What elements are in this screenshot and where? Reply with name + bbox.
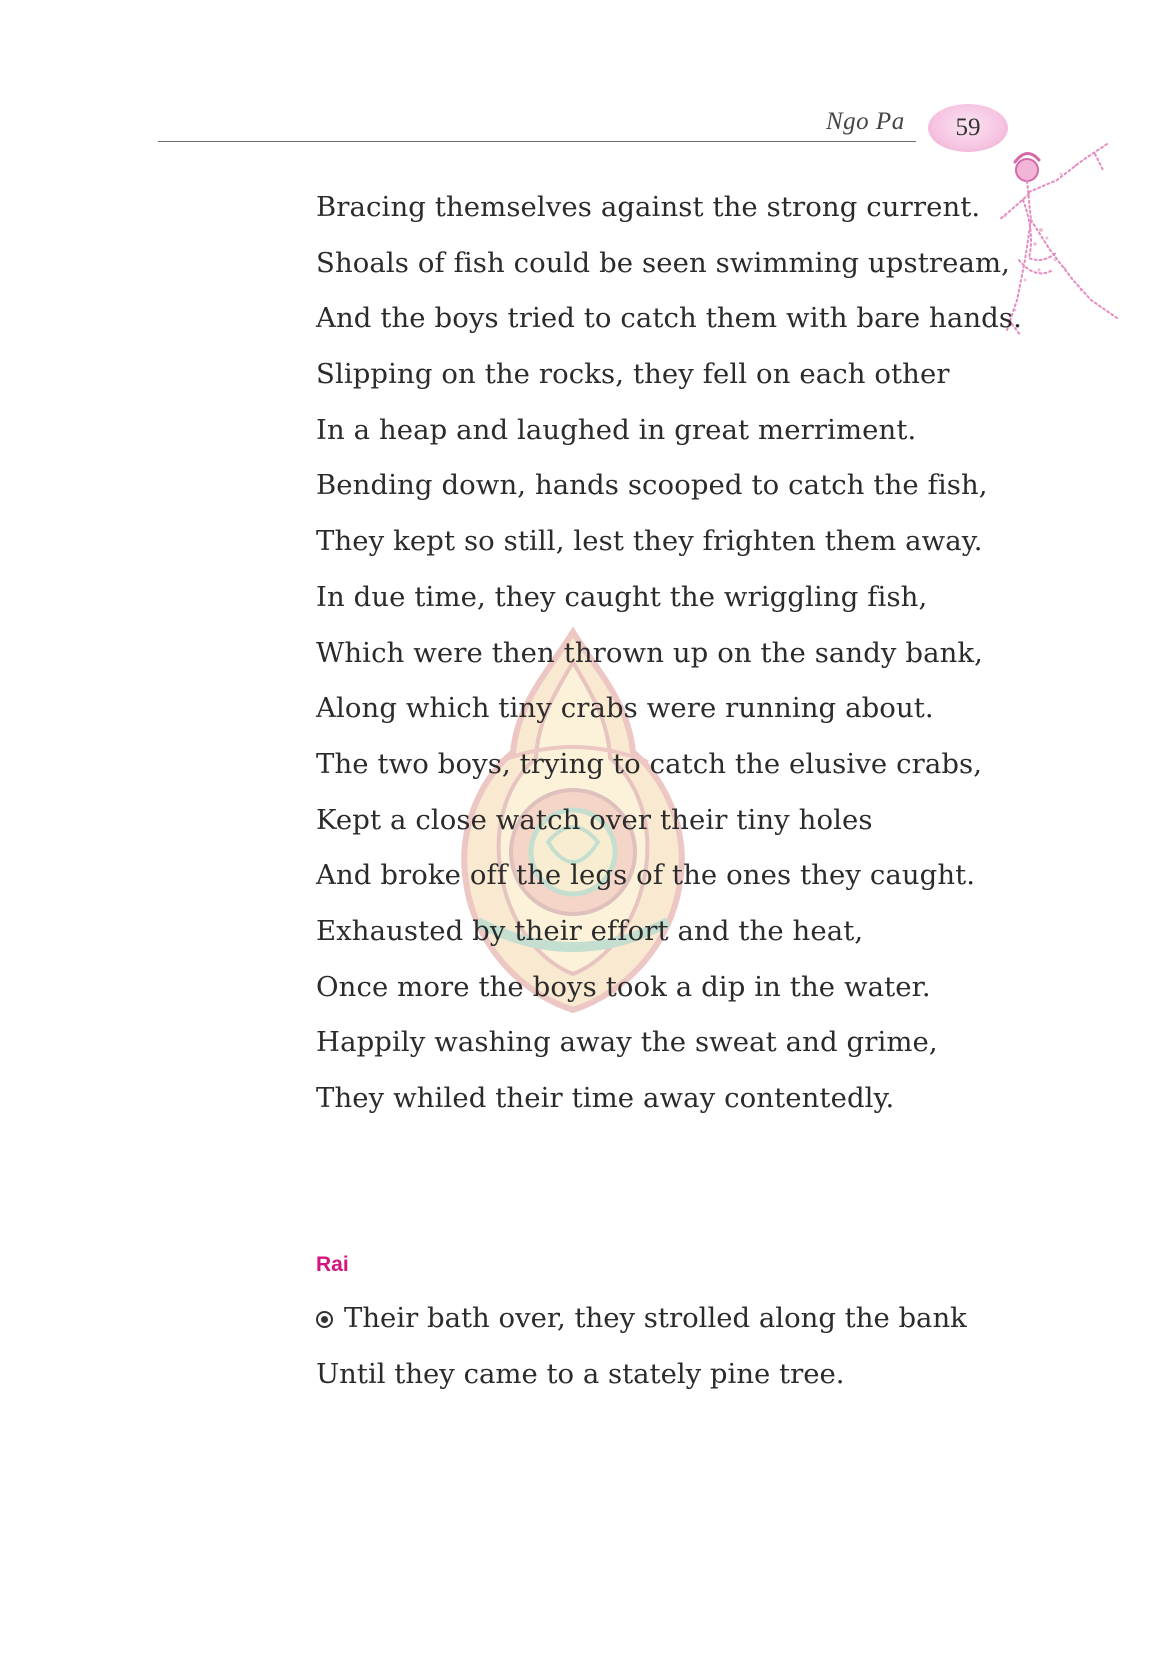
running-title: Ngo Pa (826, 108, 905, 135)
speaker-heading: Rai (316, 1253, 349, 1276)
verse-line-text: Their bath over, they strolled along the bank (344, 1302, 967, 1334)
verse-line: Kept a close watch over their tiny holes (316, 803, 873, 836)
verse-stanza-1 (316, 180, 1022, 1127)
verse-line: The two boys, trying to catch the elusive crabs, (316, 747, 983, 780)
verse-line: Slipping on the rocks, they fell on each other (316, 358, 950, 391)
verse-line: Happily washing away the sweat and grime, (316, 1026, 938, 1059)
verse-section-2 (316, 1291, 967, 1402)
verse-line: Shoals of fish could be seen swimming upstream, (316, 246, 1010, 279)
verse-line: Bending down, hands scooped to catch the fish, (316, 469, 988, 502)
header-rule (158, 141, 916, 142)
verse-line: And broke off the legs of the ones they caught. (316, 859, 976, 892)
verse-line: In due time, they caught the wriggling fish, (316, 580, 928, 613)
verse-line: Bracing themselves against the strong current. (316, 191, 981, 223)
verse-line: Exhausted by their effort and the heat, (316, 914, 864, 947)
verse-line: Until they came to a stately pine tree. (316, 1357, 845, 1390)
verse-line: Which were then thrown up on the sandy bank, (316, 636, 984, 669)
verse-line (316, 1291, 967, 1347)
verse-line: Once more the boys took a dip in the water. (316, 970, 931, 1003)
verse-line: They whiled their time away contentedly. (316, 1082, 895, 1114)
verse-line: And the boys tried to catch them with bare hands. (316, 302, 1022, 335)
circle-bullet-icon (316, 1311, 333, 1328)
page-number: 59 (955, 114, 981, 141)
verse-line: They kept so still, lest they frighten them away. (316, 525, 983, 558)
verse-line: In a heap and laughed in great merriment. (316, 413, 917, 446)
verse-line: Along which tiny crabs were running about. (316, 692, 934, 725)
